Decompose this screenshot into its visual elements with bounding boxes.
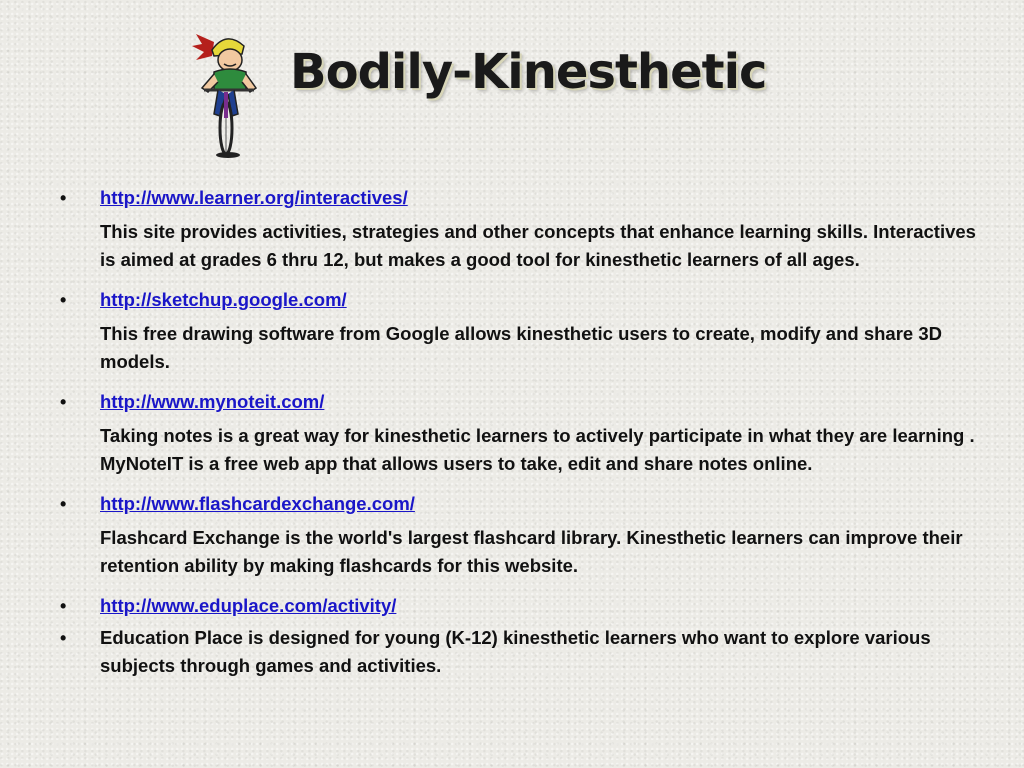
resource-description: This site provides activities, strategies and other concepts that enhance learning skills. Interactives is aimed at grades 6 thru 12, but makes a good tool for kinesthetic learners of all ages. <box>100 221 976 270</box>
resource-link[interactable]: http://sketchup.google.com/ <box>100 289 347 310</box>
resource-description: Taking notes is a great way for kinesthetic learners to actively participate in what they are learning . MyNoteIT is a free web app that allows users to take, edit and share notes online. <box>100 425 975 474</box>
slide-title: Bodily-Kinesthetic <box>290 44 767 100</box>
resource-link[interactable]: http://www.eduplace.com/activity/ <box>100 595 397 616</box>
bullet-icon: • <box>60 290 67 310</box>
list-item <box>60 592 980 620</box>
resource-description: This free drawing software from Google allows kinesthetic users to create, modify and share 3D models. <box>100 323 942 372</box>
list-item <box>60 184 980 274</box>
list-item <box>60 490 980 580</box>
resource-link[interactable]: http://www.learner.org/interactives/ <box>100 187 408 208</box>
resource-link[interactable]: http://www.mynoteit.com/ <box>100 391 325 412</box>
resource-description: Education Place is designed for young (K-12) kinesthetic learners who want to explore various subjects through games and activities. <box>100 627 931 676</box>
resource-link[interactable]: http://www.flashcardexchange.com/ <box>100 493 415 514</box>
bullet-icon: • <box>60 188 67 208</box>
list-item <box>60 624 980 680</box>
bullet-icon: • <box>60 596 67 616</box>
list-item <box>60 286 980 376</box>
resource-list <box>60 184 980 680</box>
list-item <box>60 388 980 478</box>
resource-description: Flashcard Exchange is the world's largest flashcard library. Kinesthetic learners can improve their retention ability by making flashcards for this website. <box>100 527 963 576</box>
bullet-icon: • <box>60 628 67 648</box>
cyclist-illustration <box>190 28 260 160</box>
bullet-icon: • <box>60 494 67 514</box>
bullet-icon: • <box>60 392 67 412</box>
